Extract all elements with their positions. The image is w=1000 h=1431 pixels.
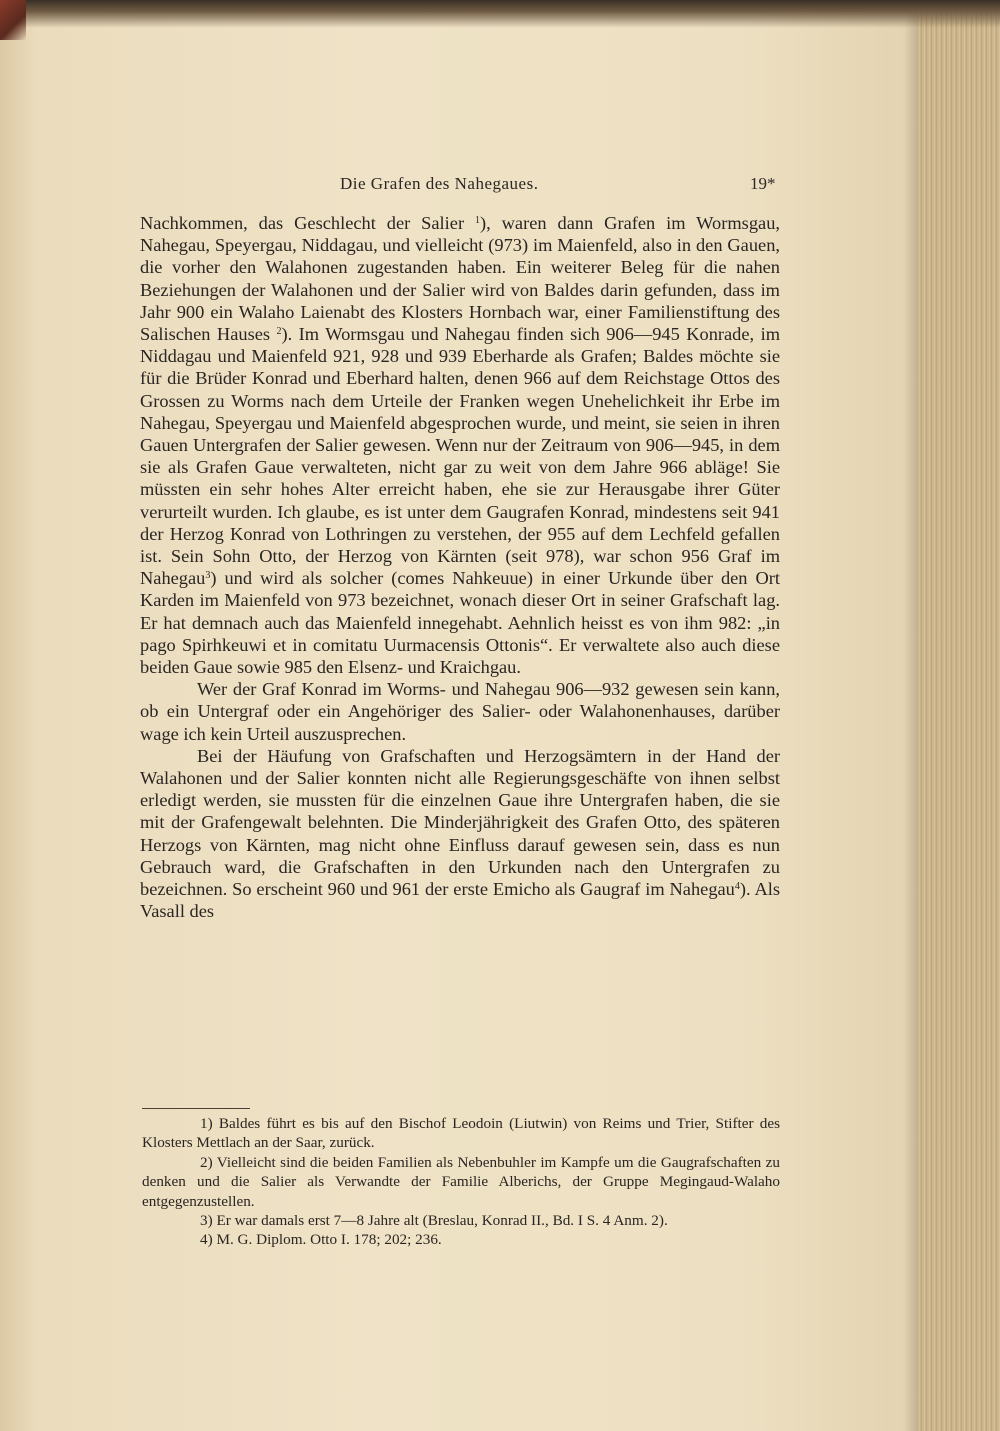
paragraph-3 [140, 745, 780, 923]
footnote-marker: 3 [205, 570, 211, 582]
paragraph-1 [140, 212, 780, 678]
footnote-marker: 4 [734, 881, 740, 893]
text-run: ). Als Vasall des [140, 879, 780, 922]
text-run: ). Im Wormsgau und Nahegau finden sich 906—945 Konrade, im Niddagau und Maienfeld 921, 928 und 939 Eberharde als Grafen; Baldes möchte sie für die Brüder Konrad und Eberhard halten, denen 966 auf dem Reichstage Ottos des Grossen zu Worms nach dem Urteile der Franken wegen Unehelichkeit ihr Erbe im Nahegau, Speyergau und Maienfeld abgesprochen wurde, und meint, sie seien in ihren Gauen Untergrafen der Salier gewesen. Wenn nur der Zeitraum von 906—945, in dem sie als Grafen Gaue verwalteten, nicht gar zu weit von dem Jahre 966 abläge! Sie müssten ein sehr hohes Alter erreicht haben, ehe sie zur Herausgabe ihrer Güter verurteilt wurden. Ich glaube, es ist unter dem Gaugrafen Konrad, mindestens seit 941 der Herzog Konrad von Lothringen zu verstehen, der 955 auf dem Lechfeld gefallen ist. Sein Sohn Otto, der Herzog von Kärnten (seit 978), war schon 956 Graf im Nahegau [140, 324, 781, 589]
footnote-rule [142, 1108, 250, 1109]
text-run: Wer der Graf Konrad im Worms- und Nahegau 906—932 gewesen sein kann, ob ein Untergraf oder ein Angehöriger des Salier- oder Walahonenhauses, darüber wage ich kein Urteil auszusprechen. [140, 679, 780, 744]
top-shadow [0, 0, 1000, 28]
footnote-marker: 2 [276, 326, 282, 338]
text-run: Nachkommen, das Geschlecht der Salier [140, 213, 475, 233]
footnote-marker: 1 [475, 215, 480, 226]
footnote-1: 1) Baldes führt es bis auf den Bischof Leodoin (Liutwin) von Reims und Trier, Stifter des Klosters Mettlach an der Saar, zurück. [142, 1115, 780, 1152]
book-page-edges [918, 0, 1000, 1431]
footnote-3: 3) Er war damals erst 7—8 Jahre alt (Breslau, Konrad II., Bd. I S. 4 Anm. 2). [200, 1212, 668, 1230]
body-text [140, 212, 780, 923]
footnotes [142, 1114, 780, 1250]
paragraph-2 [140, 678, 780, 745]
text-run: ) und wird als solcher (comes Nahkeuue) in einer Urkunde über den Ort Karden im Maienfeld von 973 bezeichnet, wonach dieser Ort in seiner Grafschaft lag. Er hat demnach auch das Maienfeld innegehabt. Aehnlich heisst es von ihm 982: „in pago Spirhkeuwi et in comitatu Uurmacensis Ottonis“. Er verwaltete also auch diese beiden Gaue sowie 985 den Elsenz- und Kraichgau. [140, 568, 780, 678]
text-run: ), waren dann Grafen im Wormsgau, Nahegau, Speyergau, Niddagau, und vielleicht (973) im Maienfeld, also in den Gauen, die vorher den Walahonen zugestanden haben. Ein weiterer Beleg für die nahen Beziehungen der Walahonen und der Salier wird von Baldes darin gefunden, dass im Jahr 900 ein Walaho Laienabt des Klosters Hornbach war, einer Familienstiftung des Salischen Hauses [140, 213, 780, 345]
page-number: 19* [750, 174, 776, 193]
binding-corner [0, 0, 26, 40]
text-run: Bei der Häufung von Grafschaften und Herzogsämtern in der Hand der Walahonen und der Salier konnten nicht alle Regierungsgeschäfte von ihnen selbst erledigt werden, sie mussten für die einzelnen Gaue ihre Untergrafen haben, die sie mit der Grafengewalt belehnten. Die Minderjährigkeit des Grafen Otto, des späteren Herzogs von Kärnten, mag nicht ohne Einfluss darauf gewesen sein, dass es nun Gebrauch ward, die Grafschaften in den Urkunden nach den Untergrafen zu bezeichnen. So erscheint 960 und 961 der erste Emicho als Gaugraf im Nahegau [140, 745, 780, 900]
footnote-4: 4) M. G. Diplom. Otto I. 178; 202; 236. [200, 1231, 442, 1249]
running-head-title: Die Grafen des Nahegaues. [340, 174, 539, 193]
footnote-2: 2) Vielleicht sind die beiden Familien als Nebenbuhler im Kampfe um die Gaugrafschaften zu denken und die Salier als Verwandte der Familie Alberichs, der Gruppe Megingaud-Walaho entgegenzustellen. [142, 1153, 780, 1210]
